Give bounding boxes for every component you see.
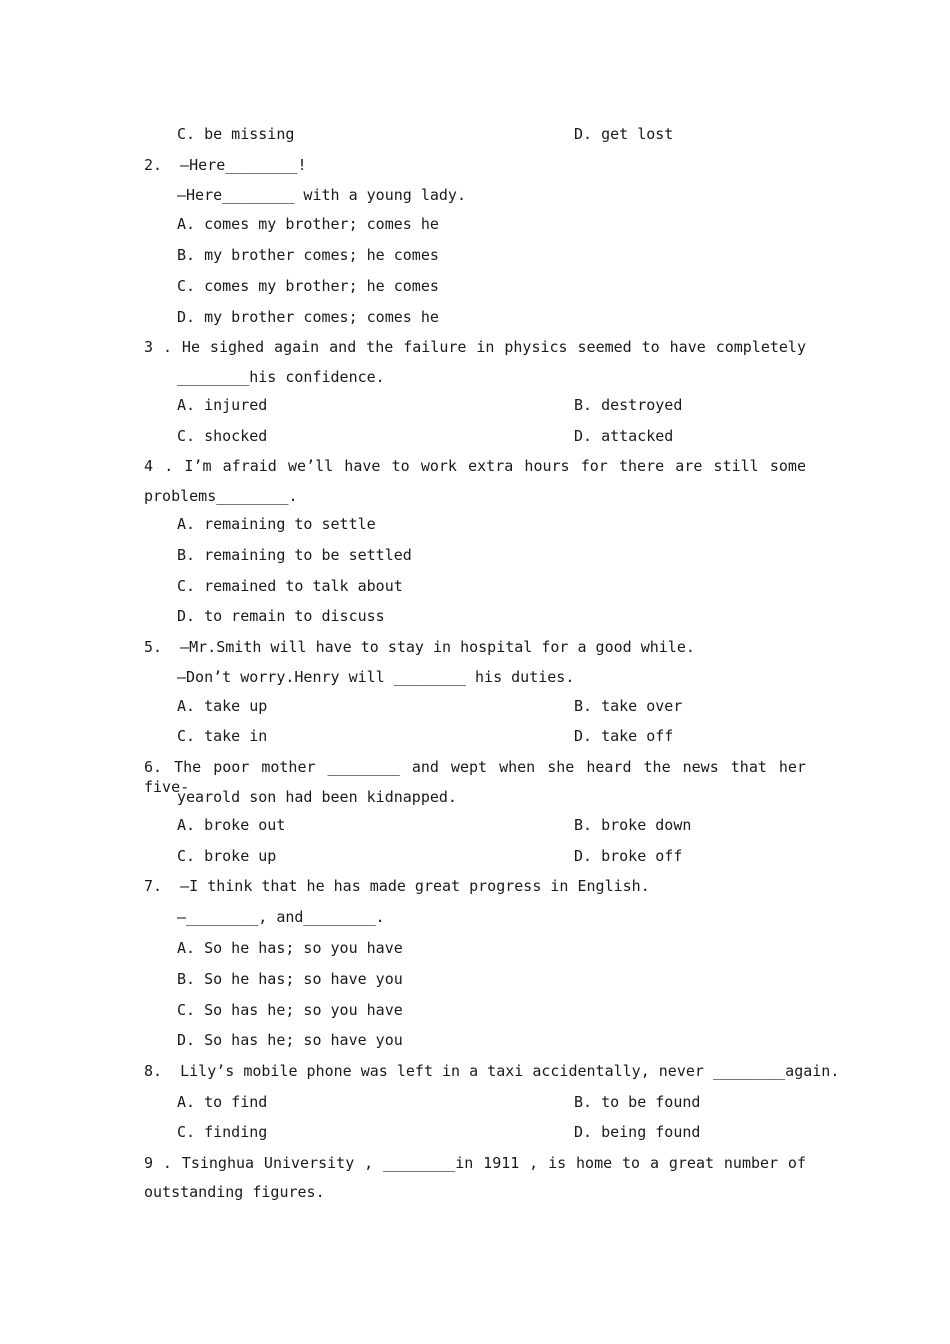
q7-stem-line1: 7. —I think that he has made great progress in English.: [144, 877, 650, 895]
q5-stem-line1: 5. —Mr.Smith will have to stay in hospital for a good while.: [144, 638, 695, 656]
q8-stem-line1: 8. Lily’s mobile phone was left in a taxi accidentally, never ________again.: [144, 1062, 840, 1080]
q2-option-c: C. comes my brother; he comes: [177, 277, 439, 295]
q6-option-c: C. broke up: [177, 847, 277, 865]
q7-option-c: C. So has he; so you have: [177, 1001, 403, 1019]
q6-option-a: A. broke out: [177, 816, 286, 834]
q8-option-a: A. to find: [177, 1093, 268, 1111]
q2-stem-line1: 2. —Here________!: [144, 156, 307, 174]
q3-option-a: A. injured: [177, 396, 268, 414]
q7-option-b: B. So he has; so have you: [177, 970, 403, 988]
q2-option-d: D. my brother comes; comes he: [177, 308, 439, 326]
q3-stem-line1: 3 . He sighed again and the failure in physics seemed to have completely: [144, 338, 806, 356]
q9-stem-line2: outstanding figures.: [144, 1183, 325, 1201]
q6-stem-line1: 6. The poor mother ________ and wept when she heard the news that her five-: [144, 758, 806, 796]
q8-option-d: D. being found: [574, 1123, 701, 1141]
q6-stem-line2: yearold son had been kidnapped.: [177, 788, 457, 806]
q4-option-c: C. remained to talk about: [177, 577, 403, 595]
q5-option-b: B. take over: [574, 697, 683, 715]
q7-option-a: A. So he has; so you have: [177, 939, 403, 957]
q5-stem-line2: —Don’t worry.Henry will ________ his duties.: [177, 668, 575, 686]
q3-option-d: D. attacked: [574, 427, 674, 445]
q1-option-d: D. get lost: [574, 125, 674, 143]
q6-option-b: B. broke down: [574, 816, 692, 834]
q7-stem-line2: —________, and________.: [177, 908, 385, 926]
q5-option-d: D. take off: [574, 727, 674, 745]
q2-stem-line2: —Here________ with a young lady.: [177, 186, 466, 204]
q3-stem-line2: ________his confidence.: [177, 368, 385, 386]
q4-stem-line2: problems________.: [144, 487, 298, 505]
q2-option-a: A. comes my brother; comes he: [177, 215, 439, 233]
q7-option-d: D. So has he; so have you: [177, 1031, 403, 1049]
q5-option-c: C. take in: [177, 727, 268, 745]
q6-option-d: D. broke off: [574, 847, 683, 865]
q5-option-a: A. take up: [177, 697, 268, 715]
q8-option-c: C. finding: [177, 1123, 268, 1141]
q8-option-b: B. to be found: [574, 1093, 701, 1111]
q4-stem-line1: 4 . I’m afraid we’ll have to work extra hours for there are still some: [144, 457, 806, 475]
q2-option-b: B. my brother comes; he comes: [177, 246, 439, 264]
q3-option-b: B. destroyed: [574, 396, 683, 414]
q1-option-c: C. be missing: [177, 125, 295, 143]
q9-stem-line1: 9 . Tsinghua University , ________in 1911 , is home to a great number of: [144, 1154, 806, 1172]
q4-option-b: B. remaining to be settled: [177, 546, 412, 564]
q4-option-d: D. to remain to discuss: [177, 607, 385, 625]
q3-option-c: C. shocked: [177, 427, 268, 445]
q4-option-a: A. remaining to settle: [177, 515, 376, 533]
